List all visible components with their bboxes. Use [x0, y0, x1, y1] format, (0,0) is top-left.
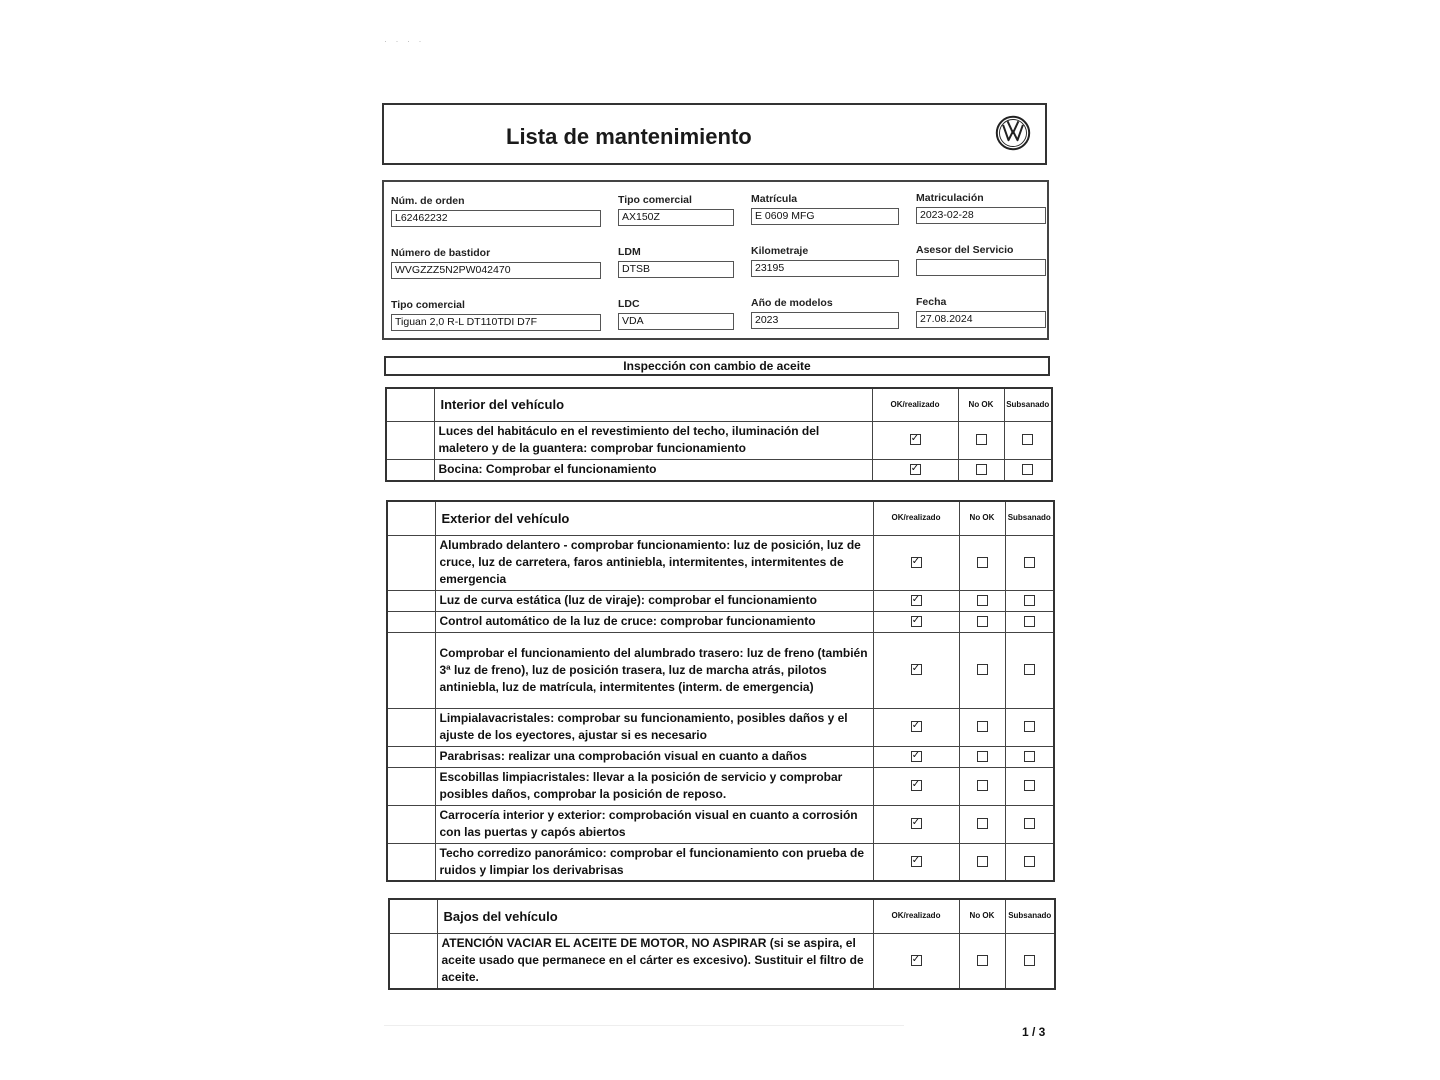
registration-value: 2023-02-28	[916, 207, 1046, 224]
order-value: L62462232	[391, 210, 601, 227]
km-label: Kilometraje	[751, 245, 809, 257]
no-ok-checkbox[interactable]	[977, 856, 988, 867]
table-row	[387, 632, 1054, 708]
commercial-label: Tipo comercial	[618, 194, 692, 206]
ok-checkbox[interactable]: ✓	[911, 954, 921, 966]
checklist-item: Alumbrado delantero - comprobar funcionamiento: luz de posición, luz de cruce, luz de carretera, faros antiniebla, intermitentes, intermitentes de emergencia	[435, 535, 873, 590]
document-header	[382, 103, 1047, 165]
checklist-item: Bocina: Comprobar el funcionamiento	[434, 459, 872, 481]
fixed-checkbox[interactable]	[1024, 595, 1035, 606]
ok-checkbox[interactable]: ✓	[911, 614, 921, 626]
underbody-checklist	[388, 898, 1056, 990]
no-ok-checkbox[interactable]	[977, 664, 988, 675]
commercial-value: AX150Z	[618, 209, 734, 226]
no-ok-checkbox[interactable]	[977, 557, 988, 568]
no-ok-checkbox[interactable]	[977, 955, 988, 966]
vin-value: WVGZZZ5N2PW042470	[391, 262, 601, 279]
table-row	[387, 611, 1054, 632]
vin-field	[391, 247, 601, 279]
col-ok: OK/realizado	[873, 899, 959, 933]
page-title: Lista de mantenimiento	[506, 124, 752, 149]
order-label: Núm. de orden	[391, 195, 465, 207]
no-ok-checkbox[interactable]	[977, 751, 988, 762]
commercial-field	[618, 194, 734, 226]
no-ok-checkbox[interactable]	[977, 616, 988, 627]
fixed-checkbox[interactable]	[1024, 751, 1035, 762]
model-year-label: Año de modelos	[751, 297, 833, 309]
ok-checkbox[interactable]: ✓	[911, 720, 921, 732]
table-row	[387, 767, 1054, 805]
checklist-item: Escobillas limpiacristales: llevar a la posición de servicio y comprobar posibles daños, comprobar la posición de reposo.	[435, 767, 873, 805]
ldm-field	[618, 246, 734, 278]
interior-title: Interior del vehículo	[434, 388, 872, 421]
fixed-checkbox[interactable]	[1022, 434, 1033, 445]
col-no-ok: No OK	[958, 388, 1004, 421]
fixed-checkbox[interactable]	[1024, 557, 1035, 568]
date-value: 27.08.2024	[916, 311, 1046, 328]
ok-checkbox[interactable]: ✓	[910, 433, 920, 445]
exterior-checklist	[386, 500, 1055, 882]
ok-checkbox[interactable]: ✓	[911, 593, 921, 605]
exterior-title: Exterior del vehículo	[435, 501, 873, 535]
table-row	[389, 933, 1055, 989]
no-ok-checkbox[interactable]	[976, 464, 987, 475]
fixed-checkbox[interactable]	[1024, 721, 1035, 732]
ldc-label: LDC	[618, 298, 640, 310]
ldc-value: VDA	[618, 313, 734, 330]
order-field	[391, 195, 601, 227]
ok-checkbox[interactable]: ✓	[911, 663, 921, 675]
checklist-item: Limpialavacristales: comprobar su funcionamiento, posibles daños y el ajuste de los eyectores, ajustar si es necesario	[435, 708, 873, 746]
checklist-item: Comprobar el funcionamiento del alumbrado trasero: luz de freno (también 3ª luz de freno), luz de posición trasera, luz de marcha atrás, pilotos antiniebla, luz de matrícula, intermitentes (interm. de emergencia)	[435, 632, 873, 708]
checklist-item: Control automático de la luz de cruce: comprobar funcionamiento	[435, 611, 873, 632]
ldm-label: LDM	[618, 246, 641, 258]
underbody-title: Bajos del vehículo	[437, 899, 873, 933]
km-value: 23195	[751, 260, 899, 277]
interior-checklist	[385, 387, 1053, 482]
fixed-checkbox[interactable]	[1024, 664, 1035, 675]
scan-marks: · · · ·	[384, 36, 425, 46]
plate-value: E 0609 MFG	[751, 208, 899, 225]
no-ok-checkbox[interactable]	[976, 434, 987, 445]
table-row	[387, 746, 1054, 767]
table-row	[386, 459, 1052, 481]
col-ok: OK/realizado	[872, 388, 958, 421]
col-fixed: Subsanado	[1004, 388, 1052, 421]
ldc-field	[618, 298, 734, 330]
advisor-value	[916, 259, 1046, 276]
fixed-checkbox[interactable]	[1024, 955, 1035, 966]
vin-label: Número de bastidor	[391, 247, 491, 259]
model-year-value: 2023	[751, 312, 899, 329]
section-title: Inspección con cambio de aceite	[384, 356, 1050, 376]
table-row	[387, 805, 1054, 843]
no-ok-checkbox[interactable]	[977, 721, 988, 732]
col-ok: OK/realizado	[873, 501, 959, 535]
plate-field	[751, 193, 899, 225]
no-ok-checkbox[interactable]	[977, 818, 988, 829]
ok-checkbox[interactable]: ✓	[911, 817, 921, 829]
fixed-checkbox[interactable]	[1022, 464, 1033, 475]
date-field	[916, 296, 1046, 328]
ok-checkbox[interactable]: ✓	[911, 779, 921, 791]
table-row	[386, 421, 1052, 459]
type-value: Tiguan 2,0 R-L DT110TDI D7F	[391, 314, 601, 331]
vw-logo-icon	[995, 115, 1031, 151]
vehicle-info-panel	[382, 180, 1049, 340]
fixed-checkbox[interactable]	[1024, 856, 1035, 867]
model-year-field	[751, 297, 899, 329]
checklist-item: Techo corredizo panorámico: comprobar el funcionamiento con prueba de ruidos y limpiar los derivabrisas	[435, 843, 873, 881]
type-field	[391, 299, 601, 331]
fixed-checkbox[interactable]	[1024, 616, 1035, 627]
checklist-item: ATENCIÓN VACIAR EL ACEITE DE MOTOR, NO ASPIRAR (si se aspira, el aceite usado que permanece en el cárter es excesivo). Sustituir el filtro de aceite.	[437, 933, 873, 989]
ok-checkbox[interactable]: ✓	[911, 855, 921, 867]
no-ok-checkbox[interactable]	[977, 780, 988, 791]
registration-field	[916, 192, 1046, 224]
checklist-item: Luces del habitáculo en el revestimiento del techo, iluminación del maletero y de la guantera: comprobar funcionamiento	[434, 421, 872, 459]
ok-checkbox[interactable]: ✓	[911, 555, 921, 567]
checklist-item: Luz de curva estática (luz de viraje): comprobar el funcionamiento	[435, 590, 873, 611]
col-no-ok: No OK	[959, 899, 1005, 933]
checklist-item: Carrocería interior y exterior: comprobación visual en cuanto a corrosión con las puertas y capós abiertos	[435, 805, 873, 843]
ldm-value: DTSB	[618, 261, 734, 278]
advisor-label: Asesor del Servicio	[916, 244, 1014, 256]
fixed-checkbox[interactable]	[1024, 780, 1035, 791]
table-row	[387, 535, 1054, 590]
col-fixed: Subsanado	[1005, 899, 1055, 933]
col-no-ok: No OK	[959, 501, 1005, 535]
date-label: Fecha	[916, 296, 947, 308]
type-label: Tipo comercial	[391, 299, 465, 311]
km-field	[751, 245, 899, 277]
checklist-item: Parabrisas: realizar una comprobación visual en cuanto a daños	[435, 746, 873, 767]
advisor-field	[916, 244, 1046, 276]
table-row	[387, 843, 1054, 881]
footer-divider	[384, 1025, 904, 1026]
fixed-checkbox[interactable]	[1024, 818, 1035, 829]
col-fixed: Subsanado	[1005, 501, 1054, 535]
no-ok-checkbox[interactable]	[977, 595, 988, 606]
table-row	[387, 708, 1054, 746]
registration-label: Matriculación	[916, 192, 984, 204]
table-row	[387, 590, 1054, 611]
ok-checkbox[interactable]: ✓	[910, 463, 920, 475]
plate-label: Matrícula	[751, 193, 798, 205]
page-number: 1 / 3	[1022, 1025, 1046, 1039]
ok-checkbox[interactable]: ✓	[911, 749, 921, 761]
